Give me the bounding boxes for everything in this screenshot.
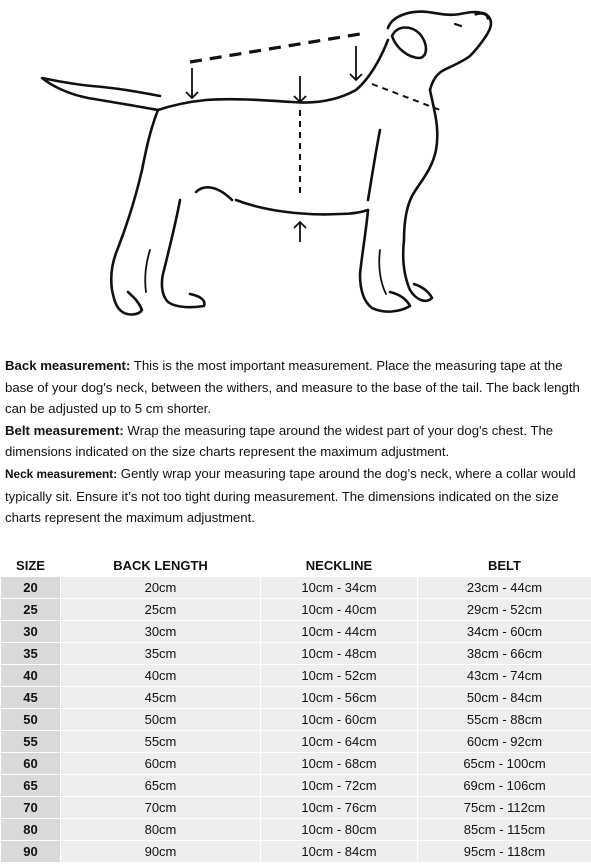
table-row — [1, 643, 591, 665]
back-length-cell: 45cm — [61, 687, 261, 709]
size-cell: 65 — [1, 775, 61, 797]
table-row — [1, 753, 591, 775]
belt-cell: 85cm - 115cm — [418, 819, 591, 841]
back-length-cell: 80cm — [61, 819, 261, 841]
neck-measurement-heading: Neck measurement: — [5, 466, 118, 481]
table-row — [1, 841, 591, 863]
belt-cell: 60cm - 92cm — [418, 731, 591, 753]
table-row — [1, 599, 591, 621]
belt-cell: 29cm - 52cm — [418, 599, 591, 621]
size-cell: 50 — [1, 709, 61, 731]
header-belt: BELT — [418, 555, 591, 577]
back-length-cell: 40cm — [61, 665, 261, 687]
back-length-cell: 60cm — [61, 753, 261, 775]
belt-cell: 69cm - 106cm — [418, 775, 591, 797]
table-row — [1, 709, 591, 731]
size-cell: 30 — [1, 621, 61, 643]
belt-measurement-heading: Belt measurement: — [5, 422, 124, 438]
size-table-body — [1, 577, 591, 863]
back-length-cell: 35cm — [61, 643, 261, 665]
back-length-cell: 50cm — [61, 709, 261, 731]
neckline-cell: 10cm - 48cm — [261, 643, 418, 665]
neckline-cell: 10cm - 72cm — [261, 775, 418, 797]
belt-cell: 75cm - 112cm — [418, 797, 591, 819]
neck-measurement-body: Gently wrap your measuring tape around the dog’s neck, where a collar would typically sit. Ensure it’s not too tight during measurement. The dimensions indicated on the size charts represent the maximum adjustment. — [5, 465, 576, 526]
size-cell: 45 — [1, 687, 61, 709]
neckline-cell: 10cm - 34cm — [261, 577, 418, 599]
size-chart-table — [0, 554, 591, 863]
table-row — [1, 797, 591, 819]
back-length-cell: 20cm — [61, 577, 261, 599]
size-cell: 70 — [1, 797, 61, 819]
belt-cell: 95cm - 118cm — [418, 841, 591, 863]
back-measurement-heading: Back measurement: — [5, 358, 131, 373]
belt-cell: 23cm - 44cm — [418, 577, 591, 599]
belt-cell: 65cm - 100cm — [418, 753, 591, 775]
dashed-measure-line — [190, 34, 360, 62]
back-length-cell: 30cm — [61, 621, 261, 643]
belt-measurement-body: Wrap the measuring tape around the widest part of your dog's chest. The dimensions indicated on the size charts represent the maximum adjustment. — [5, 422, 554, 460]
dog-measurement-illustration — [0, 0, 591, 340]
table-row — [1, 731, 591, 753]
size-cell: 20 — [1, 577, 61, 599]
back-measurement-text — [5, 355, 587, 420]
neckline-cell: 10cm - 60cm — [261, 709, 418, 731]
table-row — [1, 621, 591, 643]
back-measurement-body: This is the most important measurement. Place the measuring tape at the base of your dog's neck, between the withers, and measure to the base of the tail. The back length can be adjusted up to 5 cm shorter. — [5, 358, 580, 417]
neckline-cell: 10cm - 80cm — [261, 819, 418, 841]
back-length-cell: 90cm — [61, 841, 261, 863]
back-length-cell: 65cm — [61, 775, 261, 797]
table-header-row — [1, 555, 591, 577]
size-cell: 90 — [1, 841, 61, 863]
table-row — [1, 577, 591, 599]
back-length-cell: 70cm — [61, 797, 261, 819]
back-length-cell: 55cm — [61, 731, 261, 753]
neckline-cell: 10cm - 56cm — [261, 687, 418, 709]
header-neckline: NECKLINE — [261, 555, 418, 577]
table-row — [1, 687, 591, 709]
header-size: SIZE — [1, 555, 61, 577]
neckline-cell: 10cm - 64cm — [261, 731, 418, 753]
measurement-arrow-icon — [186, 46, 362, 242]
neckline-cell: 10cm - 44cm — [261, 621, 418, 643]
back-length-cell: 25cm — [61, 599, 261, 621]
table-row — [1, 819, 591, 841]
neckline-cell: 10cm - 40cm — [261, 599, 418, 621]
table-row — [1, 665, 591, 687]
belt-cell: 43cm - 74cm — [418, 665, 591, 687]
table-row — [1, 775, 591, 797]
size-cell: 35 — [1, 643, 61, 665]
size-cell: 25 — [1, 599, 61, 621]
neckline-cell: 10cm - 84cm — [261, 841, 418, 863]
belt-cell: 50cm - 84cm — [418, 687, 591, 709]
neckline-cell: 10cm - 76cm — [261, 797, 418, 819]
neckline-cell: 10cm - 52cm — [261, 665, 418, 687]
belt-measurement-text — [5, 420, 587, 463]
header-back-length: BACK LENGTH — [61, 555, 261, 577]
neckline-cell: 10cm - 68cm — [261, 753, 418, 775]
neck-measurement-text — [5, 463, 587, 529]
dog-outline-illustration — [42, 12, 491, 315]
size-cell: 55 — [1, 731, 61, 753]
size-cell: 60 — [1, 753, 61, 775]
belt-cell: 55cm - 88cm — [418, 709, 591, 731]
measurement-description — [5, 355, 587, 529]
size-cell: 80 — [1, 819, 61, 841]
belt-cell: 38cm - 66cm — [418, 643, 591, 665]
size-cell: 40 — [1, 665, 61, 687]
belt-cell: 34cm - 60cm — [418, 621, 591, 643]
